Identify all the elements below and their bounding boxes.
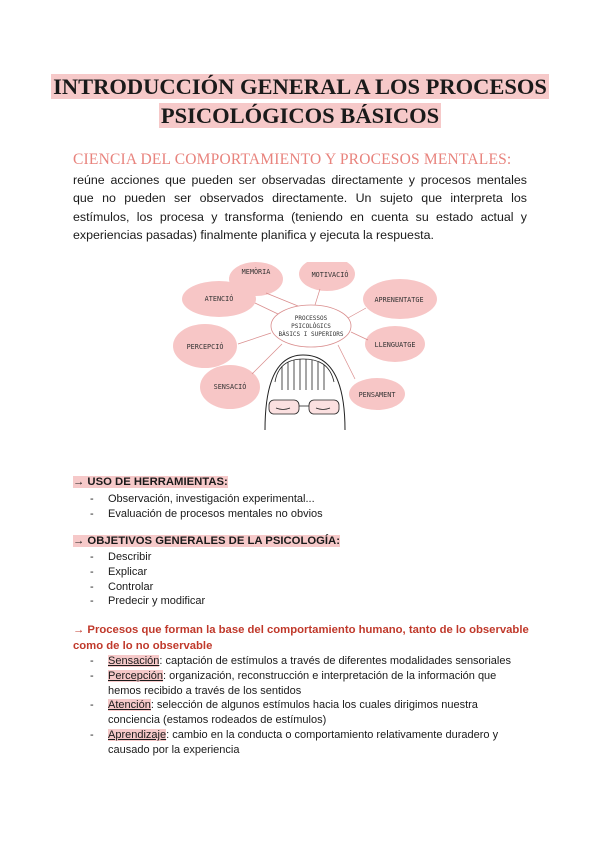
list-item xyxy=(90,728,528,758)
list-item: - Describir xyxy=(90,550,205,565)
list-item xyxy=(90,669,528,699)
objetivos-heading-text: → OBJETIVOS GENERALES DE LA PSICOLOGÍA: xyxy=(73,535,340,547)
label-pensament: PENSAMENT xyxy=(358,391,396,399)
term-percepcion: Percepción xyxy=(108,669,164,682)
page-title xyxy=(0,72,600,130)
center-label-3: BÀSICS I SUPERIORS xyxy=(278,331,344,338)
objetivos-heading xyxy=(73,535,340,547)
label-motivacio: MOTIVACIÓ xyxy=(311,271,349,279)
term-atencion: Atención xyxy=(108,699,151,712)
label-percepcio: PERCEPCIÓ xyxy=(186,343,224,351)
title-line-1: INTRODUCCIÓN GENERAL A LOS PROCESOS xyxy=(53,74,547,99)
label-memoria: MEMÒRIA xyxy=(241,268,271,276)
label-atencio: ATENCIÓ xyxy=(204,295,234,303)
objetivos-list xyxy=(90,550,205,609)
list-item: - Evaluación de procesos mentales no obvios xyxy=(90,507,323,522)
list-item: - Observación, investigación experimental... xyxy=(90,492,323,507)
center-label-2: PSICOLÒGICS xyxy=(291,323,331,330)
desc-atencion: : selección de algunos estímulos hacia los cuales dirigimos nuestra conciencia (estamos rodeados de estímulos) xyxy=(108,699,478,727)
label-aprenentatge: APRENENTATGE xyxy=(374,296,424,304)
list-item xyxy=(90,698,528,728)
section-subtitle: CIENCIA DEL COMPORTAMIENTO Y PROCESOS MENTALES: xyxy=(73,151,512,168)
desc-sensacion: : captación de estímulos a través de diferentes modalidades sensoriales xyxy=(159,655,511,667)
herramientas-list xyxy=(90,492,323,522)
desc-aprendizaje: : cambio en la conducta o comportamiento relativamente duradero y causado por la experiencia xyxy=(108,728,499,756)
list-item: - Predecir y modificar xyxy=(90,594,205,609)
list-item: - Controlar xyxy=(90,580,205,595)
procesos-list xyxy=(90,654,528,758)
intro-paragraph: reúne acciones que pueden ser observadas directamente y procesos mentales que no pueden ser observados directamente. Un sujeto que interpreta los estímulos, los procesa y transforma (teniendo en cuenta su estado actual y experiencias pasadas) finalmente planifica y ejecuta la respuesta. xyxy=(73,173,527,243)
herramientas-heading xyxy=(73,476,228,488)
girl-illustration xyxy=(265,355,345,430)
center-label-1: PROCESSOS xyxy=(294,315,328,322)
term-sensacion: Sensación xyxy=(108,655,160,667)
label-llenguatge: LLENGUATGE xyxy=(374,341,416,349)
title-line-2: PSICOLÓGICOS BÁSICOS xyxy=(160,103,440,128)
herramientas-heading-text: → USO DE HERRAMIENTAS: xyxy=(73,476,228,488)
processes-diagram xyxy=(170,262,445,430)
list-item: - Explicar xyxy=(90,565,205,580)
desc-percepcion: : organización, reconstrucción e interpretación de la información que hemos recibido a través de los sentidos xyxy=(108,669,497,697)
procesos-heading: → Procesos que forman la base del comportamiento humano, tanto de lo observable como de lo no observable xyxy=(73,624,529,652)
label-sensacio: SENSACIÓ xyxy=(213,383,247,391)
term-aprendizaje: Aprendizaje xyxy=(108,728,167,741)
list-item xyxy=(90,654,528,669)
